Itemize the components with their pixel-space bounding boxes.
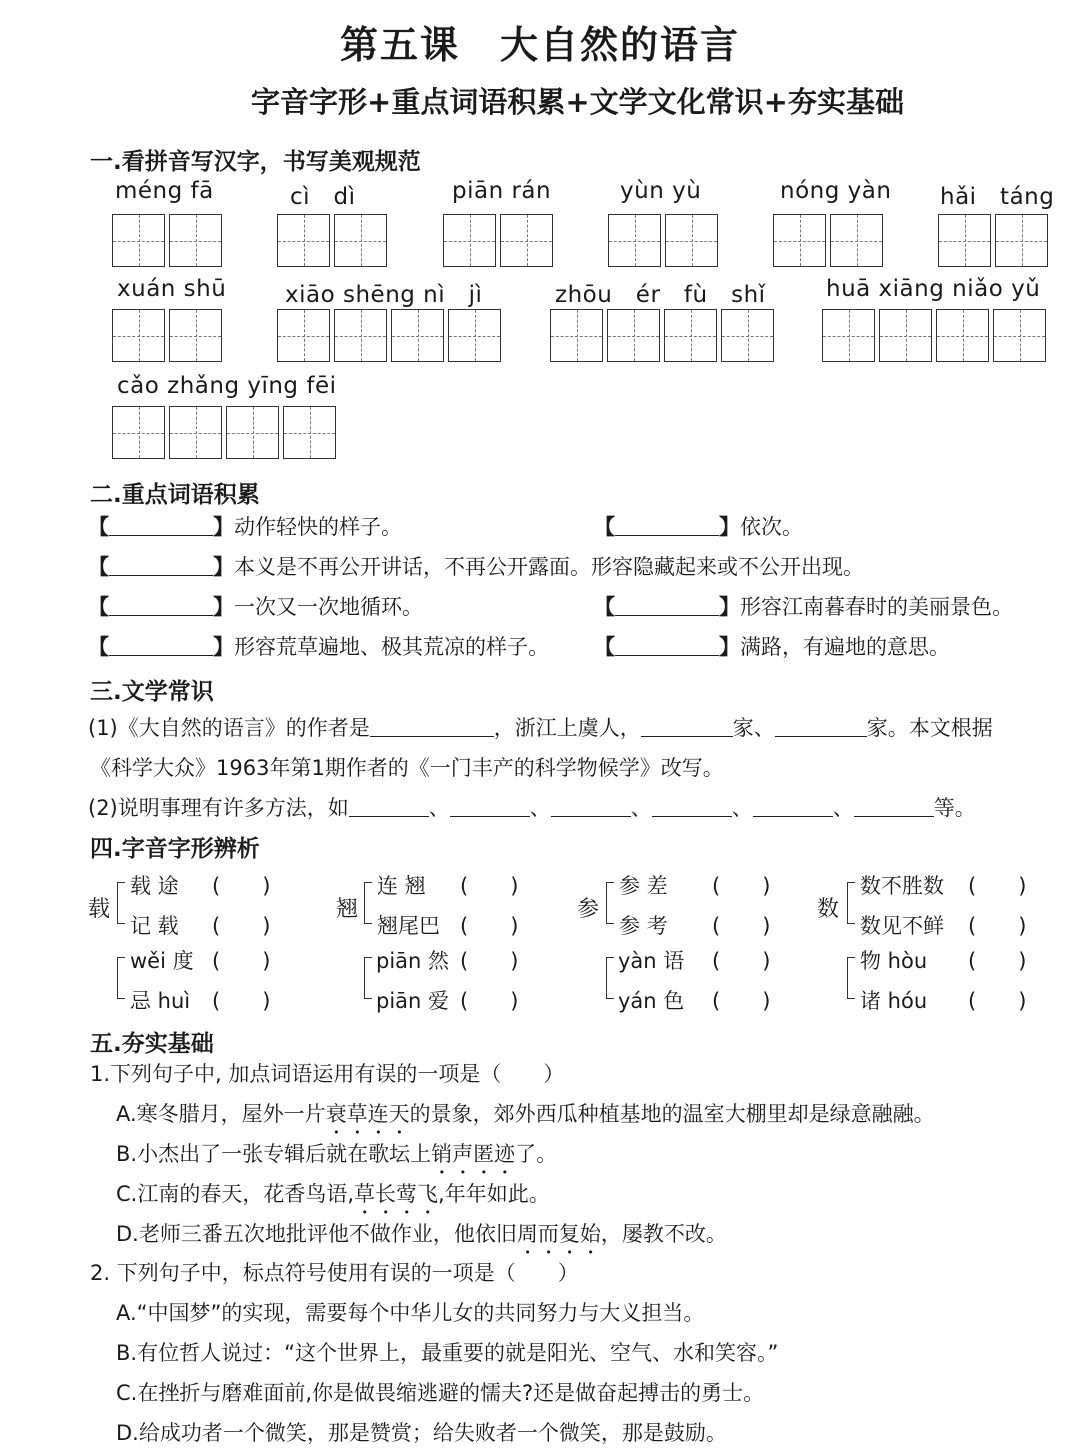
writing-grid — [277, 214, 391, 267]
writing-cell[interactable] — [112, 309, 165, 362]
brace — [606, 957, 614, 999]
answer-paren[interactable]: ( ) — [460, 874, 519, 898]
writing-cell[interactable] — [607, 309, 660, 362]
dotted-phrase: 衰草连天 — [325, 1102, 410, 1126]
writing-cell[interactable] — [391, 309, 444, 362]
section-3-heading: 三.文学常识 — [90, 679, 214, 705]
brace — [847, 882, 855, 924]
answer-blank[interactable] — [109, 515, 213, 536]
answer-blank[interactable] — [775, 716, 867, 737]
q2-text: (2)说明事理有许多方法，如 — [88, 796, 349, 820]
word: 忌 huì — [130, 989, 191, 1013]
brace — [117, 957, 125, 999]
answer-paren[interactable]: ( ) — [212, 989, 271, 1013]
word: yàn 语 — [618, 949, 685, 973]
definition: 依次。 — [740, 515, 803, 539]
pinyin-label: xuán shū — [117, 276, 227, 302]
writing-cell[interactable] — [443, 214, 496, 267]
writing-cell[interactable] — [169, 309, 222, 362]
word: 数不胜数 — [860, 874, 944, 898]
writing-grid — [443, 214, 557, 267]
writing-cell[interactable] — [112, 214, 165, 267]
word: yán 色 — [618, 989, 685, 1013]
writing-grid — [822, 309, 1050, 362]
pinyin-label: hǎi táng — [940, 184, 1055, 210]
option-text: B.小杰出了一张专辑后就在歌坛上 — [116, 1142, 432, 1166]
answer-paren[interactable]: ( ) — [460, 989, 519, 1013]
word: 诸 hóu — [860, 989, 928, 1013]
answer-blank[interactable] — [450, 796, 530, 817]
pinyin-label: nóng yàn — [780, 178, 892, 204]
bracket: 】 — [213, 635, 234, 659]
answer-paren[interactable]: ( ) — [712, 989, 771, 1013]
option-a[interactable]: A.“中国梦”的实现，需要每个中华儿女的共同努力与大义担当。 — [116, 1301, 705, 1325]
bracket: 【 — [88, 515, 109, 539]
question-1: 1.下列句子中, 加点词语运用有误的一项是（ ） — [90, 1062, 565, 1086]
section-5-heading: 五.夯实基础 — [90, 1031, 214, 1057]
pinyin-label: yùn yù — [620, 178, 702, 204]
option-d[interactable]: D.给成功者一个微笑，那是赞赏；给失败者一个微笑，那是鼓励。 — [116, 1421, 727, 1445]
word: 连 翘 — [377, 874, 426, 898]
literature-q1-cont: 《科学大众》1963年第1期作者的《一门丰产的科学物候学》改写。 — [90, 756, 724, 780]
writing-cell[interactable] — [169, 406, 222, 459]
pinyin-label: huā xiāng niǎo yǔ — [826, 276, 1041, 302]
literature-q2 — [88, 792, 976, 822]
option-text: A.寒冬腊月，屋外一片 — [116, 1102, 326, 1126]
option-text: 了。 — [515, 1142, 558, 1166]
separator: 、 — [832, 796, 854, 820]
section-4-heading: 四.字音字形辨析 — [90, 836, 260, 862]
writing-grid — [112, 214, 226, 267]
dotted-phrase: 草长莺飞 — [354, 1182, 439, 1206]
section-1-heading: 一.看拼音写汉字，书写美观规范 — [90, 149, 421, 175]
vocab-item — [594, 511, 803, 541]
word: 载 途 — [130, 874, 179, 898]
option-text: 的景象，郊外西瓜种植基地的温室大棚里却是绿意融融。 — [409, 1102, 935, 1126]
answer-blank[interactable] — [615, 515, 719, 536]
pinyin-label: xiāo shēng nì jì — [285, 282, 483, 308]
question-2: 2. 下列句子中，标点符号使用有误的一项是（ ） — [90, 1261, 579, 1285]
vocab-item — [594, 591, 1013, 621]
writing-cell[interactable] — [773, 214, 826, 267]
key-char: 参 — [577, 897, 600, 922]
answer-paren[interactable]: ( ) — [968, 949, 1027, 973]
writing-cell[interactable] — [879, 309, 932, 362]
writing-cell[interactable] — [664, 309, 717, 362]
bracket: 【 — [88, 635, 109, 659]
writing-cell[interactable] — [936, 309, 989, 362]
bracket: 】 — [213, 555, 234, 579]
answer-paren[interactable]: ( ) — [212, 914, 271, 938]
pinyin-label: cì dì — [290, 184, 356, 210]
bracket: 】 — [213, 515, 234, 539]
answer-blank[interactable] — [652, 796, 732, 817]
writing-cell[interactable] — [993, 309, 1046, 362]
answer-blank[interactable] — [615, 635, 719, 656]
separator: 、 — [428, 796, 450, 820]
page-title: 第五课 大自然的语言 — [339, 22, 740, 67]
writing-cell[interactable] — [500, 214, 553, 267]
brace — [606, 882, 614, 924]
answer-blank[interactable] — [551, 796, 631, 817]
answer-blank[interactable] — [615, 595, 719, 616]
option-text: ，屡教不改。 — [600, 1222, 727, 1246]
page-subtitle: 字音字形+重点词语积累+文学文化常识+夯实基础 — [251, 85, 904, 119]
option-text: C.江南的春天，花香鸟语, — [116, 1182, 355, 1206]
bracket: 】 — [719, 595, 740, 619]
word: 参 差 — [619, 874, 668, 898]
vocab-item — [88, 591, 423, 621]
writing-cell[interactable] — [226, 406, 279, 459]
option-c[interactable]: C.在挫折与磨难面前,你是做畏缩逃避的懦夫?还是做奋起搏击的勇士。 — [116, 1381, 765, 1405]
writing-cell[interactable] — [169, 214, 222, 267]
q1-text: 家。本文根据 — [866, 716, 993, 740]
answer-blank[interactable] — [109, 635, 213, 656]
definition: 形容江南暮春时的美丽景色。 — [740, 595, 1013, 619]
answer-blank[interactable] — [349, 796, 429, 817]
word: 翘尾巴 — [377, 914, 440, 938]
answer-paren[interactable]: ( ) — [968, 914, 1027, 938]
bracket: 【 — [594, 515, 615, 539]
writing-cell[interactable] — [938, 214, 991, 267]
answer-paren[interactable]: ( ) — [968, 874, 1027, 898]
vocab-item — [594, 631, 950, 661]
answer-paren[interactable]: ( ) — [712, 914, 771, 938]
brace — [847, 957, 855, 999]
key-char: 翘 — [336, 897, 359, 922]
word: 记 载 — [130, 914, 179, 938]
bracket: 】 — [719, 515, 740, 539]
answer-paren[interactable]: ( ) — [460, 949, 519, 973]
option-b[interactable]: B.有位哲人说过：“这个世界上，最重要的就是阳光、空气、水和笑容。” — [116, 1341, 779, 1365]
answer-blank[interactable] — [370, 716, 494, 737]
pinyin-label: zhōu ér fù shǐ — [555, 282, 766, 308]
vocab-item — [88, 631, 549, 661]
q2-text: 等。 — [933, 796, 976, 820]
writing-cell[interactable] — [822, 309, 875, 362]
writing-grid — [608, 214, 722, 267]
answer-blank[interactable] — [109, 595, 213, 616]
brace — [117, 882, 125, 924]
pinyin-label: cǎo zhǎng yīng fēi — [117, 373, 337, 399]
answer-blank[interactable] — [753, 796, 833, 817]
writing-grid — [938, 214, 1052, 267]
writing-grid — [277, 309, 505, 362]
writing-cell[interactable] — [283, 406, 336, 459]
writing-grid — [112, 406, 340, 459]
word: 参 考 — [619, 914, 668, 938]
section-2-heading: 二.重点词语积累 — [90, 482, 260, 508]
word: piān 爱 — [376, 989, 450, 1013]
writing-cell[interactable] — [334, 309, 387, 362]
separator: 、 — [529, 796, 551, 820]
answer-blank[interactable] — [109, 555, 213, 576]
separator: 、 — [630, 796, 652, 820]
bracket: 【 — [594, 595, 615, 619]
bracket: 【 — [88, 555, 109, 579]
q1-text: ，浙江上虞人， — [493, 716, 641, 740]
bracket: 】 — [719, 635, 740, 659]
brace — [364, 882, 372, 924]
writing-grid — [112, 309, 226, 362]
key-char: 数 — [817, 897, 840, 922]
answer-paren[interactable]: ( ) — [460, 914, 519, 938]
answer-blank[interactable] — [641, 716, 733, 737]
writing-cell[interactable] — [112, 406, 165, 459]
q1-text: (1)《大自然的语言》的作者是 — [88, 716, 370, 740]
writing-cell[interactable] — [550, 309, 603, 362]
answer-paren[interactable]: ( ) — [212, 874, 271, 898]
dotted-phrase: 周而复始 — [516, 1222, 601, 1246]
writing-cell[interactable] — [721, 309, 774, 362]
key-char: 载 — [88, 897, 111, 922]
vocab-item — [88, 551, 864, 581]
word: 数见不鲜 — [860, 914, 944, 938]
definition: 一次又一次地循环。 — [234, 595, 423, 619]
option-b[interactable] — [116, 1138, 557, 1179]
writing-cell[interactable] — [665, 214, 718, 267]
definition: 满路，有遍地的意思。 — [740, 635, 950, 659]
definition: 动作轻快的样子。 — [234, 515, 402, 539]
vocab-item — [88, 511, 402, 541]
pinyin-label: méng fā — [115, 178, 214, 204]
option-a[interactable] — [116, 1098, 935, 1139]
bracket: 【 — [88, 595, 109, 619]
option-c[interactable] — [116, 1178, 550, 1219]
writing-cell[interactable] — [830, 214, 883, 267]
writing-cell[interactable] — [277, 309, 330, 362]
option-text: D.老师三番五次地批评他不做作业，他依旧 — [116, 1222, 517, 1246]
pinyin-label: piān rán — [452, 178, 552, 204]
writing-cell[interactable] — [334, 214, 387, 267]
writing-cell[interactable] — [995, 214, 1048, 267]
word: 物 hòu — [860, 949, 928, 973]
word: wěi 度 — [130, 949, 194, 973]
writing-grid — [550, 309, 778, 362]
answer-paren[interactable]: ( ) — [712, 874, 771, 898]
answer-paren[interactable]: ( ) — [968, 989, 1027, 1013]
answer-paren[interactable]: ( ) — [712, 949, 771, 973]
writing-grid — [773, 214, 887, 267]
option-text: ,年年如此。 — [438, 1182, 550, 1206]
writing-cell[interactable] — [608, 214, 661, 267]
word: piān 然 — [376, 949, 450, 973]
writing-cell[interactable] — [277, 214, 330, 267]
bracket: 】 — [213, 595, 234, 619]
bracket: 【 — [594, 635, 615, 659]
writing-cell[interactable] — [448, 309, 501, 362]
definition: 形容荒草遍地、极其荒凉的样子。 — [234, 635, 549, 659]
dotted-phrase: 销声匿迹 — [431, 1142, 516, 1166]
definition: 本义是不再公开讲话，不再公开露面。形容隐藏起来或不公开出现。 — [234, 555, 864, 579]
answer-blank[interactable] — [854, 796, 934, 817]
brace — [364, 957, 372, 999]
literature-q1 — [88, 712, 993, 742]
option-d[interactable] — [116, 1218, 727, 1259]
separator: 、 — [731, 796, 753, 820]
q1-text: 家、 — [732, 716, 775, 740]
answer-paren[interactable]: ( ) — [212, 949, 271, 973]
